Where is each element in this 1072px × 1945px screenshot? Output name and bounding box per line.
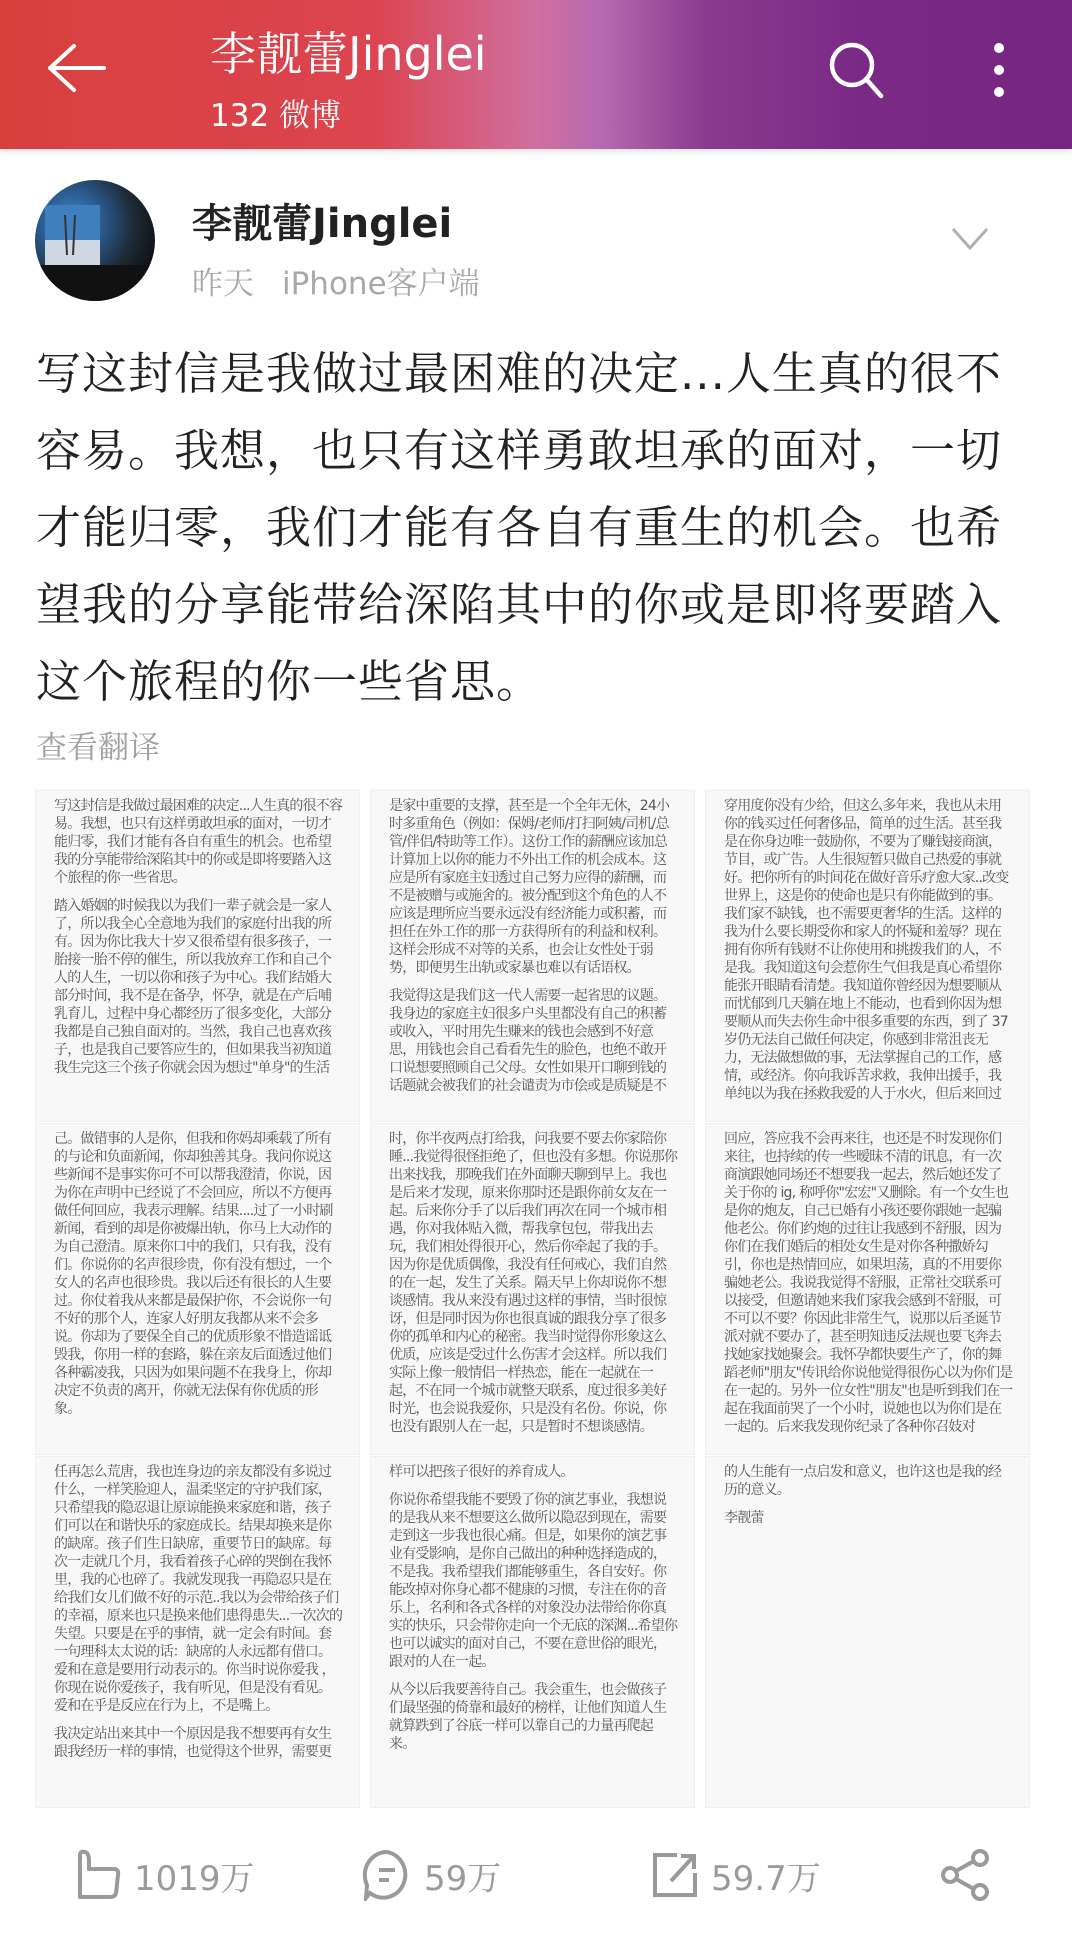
letter-image-1[interactable] [35, 790, 360, 1122]
repost-button[interactable] [651, 1835, 821, 1915]
post-source: iPhone客户端 [282, 266, 480, 302]
top-app-bar [0, 0, 1072, 149]
letter-paragraph: 穿用度你没有少给，但这么多年来，我也从未用你的钱买过任何奢侈品，简单的过生活。甚至我是在你身边唯一鼓励你，不要为了赚钱接商演，节目，或广告。人生很短暂只做自己热爱的事就好。把你所有的时间花在做好音乐疗愈大家..改变世界上，这是你的使命也是只有你能做到的事。我们家不缺钱，也不需要更奢华的生活。这样的我为什么要长期受你和家人的怀疑和羞辱？现在拥有你所有钱财不让你使用和挑拨我们的人，不是我。我知道这句会惹你生气但我是真心希望你能张开眼睛看清楚。我知道你曾经因为想要顺从而忧郁到几天躺在地上不能动，也看到你因为想要顺从而失去你生命中很多重要的东西，到了 37 岁仍无法自己做任何决定，你感到非常沮丧无力，无法做想做的事，无法掌握自己的工作，感情，或经济。你向我诉苦求救，我伸出援手，我单纯以为我在拯救我爱的人于水火，但后来回过 [724, 798, 1009, 1102]
letter-image-8[interactable] [370, 1456, 695, 1808]
letter-paragraph: 是家中重要的支撑，甚至是一个全年无休，24小时多重角色（例如：保姆/老师/打扫阿姨/司机/总管/伴侣/特助等工作）。这份工作的薪酬应该加总计算加上以你的能力不外出工作的机会成本。这应是所有家庭主妇透过自己努力应得的薪酬，而不是被赠与或施舍的。被分配到这个角色的人不应该是理所应当要永远没有经济能力或积蓄，而担任在外工作的那一方获得所有的利益和权利。这样会形成不对等的关系，也会让女性处于弱势，即便男生出轨或家暴也难以有话语权。 [389, 798, 670, 976]
like-button[interactable] [76, 1835, 255, 1915]
more-options-icon[interactable] [985, 38, 1013, 102]
repost-count: 59.7万 [711, 1858, 821, 1899]
letter-paragraph: 样可以把孩子很好的养育成人。 [389, 1464, 574, 1480]
repost-icon [651, 1851, 699, 1899]
back-arrow-icon[interactable] [44, 42, 108, 94]
search-icon[interactable] [825, 38, 889, 102]
letter-paragraph: 你说你希望我能不要毁了你的演艺事业，我想说的是我从来不想要这么做所以隐忍到现在，需要走到这一步我也很心痛。但是，如果你的演艺事业有受影响，是你自己做出的种种选择造成的，不是我。我希望我们都能够重生，各自安好。你能改掉对你身心都不健康的习惯，专注在你的音乐上，名利和各式各样的对象没办法带给你你真实的快乐，只会带你走向一个无底的深渊...希望你也可以诚实的面对自己，不要在意世俗的眼光，跟对的人在一起。 [389, 1492, 678, 1670]
letter-paragraph: 的人生能有一点启发和意义，也许这也是我的经历的意义。 [724, 1464, 1002, 1498]
letter-image-2[interactable] [370, 790, 695, 1122]
image-grid [35, 790, 1031, 1808]
letter-image-5[interactable] [370, 1123, 695, 1455]
like-count: 1019万 [134, 1858, 255, 1899]
header-title: 李靓蕾Jinglei [210, 27, 487, 81]
share-button[interactable] [940, 1835, 1004, 1915]
avatar-painting-icon [35, 180, 155, 301]
header-post-count: 132 微博 [210, 98, 342, 134]
letter-paragraph: 从今以后我要善待自己。我会重生，也会做孩子们最坚强的倚靠和最好的榜样，让他们知道人生就算跌到了谷底一样可以靠自己的力量再爬起来。 [389, 1682, 667, 1752]
post-time: 昨天 [192, 266, 254, 302]
letter-paragraph: 我决定站出来其中一个原因是我不想要再有女生跟我经历一样的事情，也觉得这个世界，需要更 [54, 1726, 332, 1760]
comment-count: 59万 [424, 1858, 502, 1899]
letter-paragraph: 写这封信是我做过最困难的决定...人生真的很不容易。我想，也只有这样勇敢坦承的面对，一切才能归零，我们才能有各自有重生的机会。也希望我的分享能带给深陷其中的你或是即将要踏入这个旅程的你一些省思。 [54, 798, 343, 886]
letter-paragraph: 任再怎么荒唐，我也连身边的亲友都没有多说过什么，一样笑脸迎人，温柔坚定的守护我们家，只希望我的隐忍退让原谅能换来家庭和谐，孩子们可以在和谐快乐的家庭成长。结果却换来是你的缺席。孩子们生日缺席，重要节日的缺席。每次一走就几个月，我看着孩子心碎的哭倒在我怀里，我的心也碎了。我就发现我一再隐忍只是在给我们女儿们做不好的示范..我以为会带给孩子们的幸福，原来也只是换来他们患得患失...一次次的失望。只要是在乎的事情，就一定会有时间。套一句理科太太说的话：缺席的人永远都有借口。爱和在意是要用行动表示的。你当时说你爱我 ，你现在说你爱孩子，我有听见，但是没有看见。爱和在乎是反应在行为上，不是嘴上。 [54, 1464, 343, 1714]
chevron-down-icon[interactable] [950, 226, 990, 252]
letter-image-4[interactable] [35, 1123, 360, 1455]
letter-image-3[interactable] [705, 790, 1030, 1122]
author-name[interactable]: 李靓蕾Jinglei [192, 201, 453, 247]
letter-image-6[interactable] [705, 1123, 1030, 1455]
post-text: 写这封信是我做过最困难的决定...人生真的很不容易。我想，也只有这样勇敢坦承的面对，一切才能归零，我们才能有各自有重生的机会。也希望我的分享能带给深陷其中的你或是即将要踏入这个旅程的你一些省思。 [36, 347, 1003, 708]
author-avatar[interactable] [35, 180, 155, 301]
letter-signature: 李靓蕾 [724, 1510, 764, 1526]
share-icon [940, 1849, 992, 1901]
letter-paragraph: 踏入婚姻的时候我以为我们一辈子就会是一家人了，所以我全心全意地为我们的家庭付出我的所有。因为你比我大十岁又很希望有很多孩子，一胎接一胎不停的催生，所以我放弃工作和自己个人的人生，一切以你和孩子为中心。我们结婚大部分时间，我不是在备孕，怀孕，就是在产后哺乳育儿，过程中身心都经历了很多变化，大部分我都是自己独自面对的。当然，我自己也喜欢孩子，也是我自己要答应生的，但如果我当初知道我生完这三个孩子你就会因为想过"单身"的生活 [54, 898, 332, 1076]
action-bar [0, 1835, 1072, 1915]
letter-image-9[interactable] [705, 1456, 1030, 1808]
letter-paragraph: 回应，答应我不会再来往，也还是不时发现你们来往，也持续的传一些暧昧不清的讯息，有一次商演跟她同场还不想要我一起去，然后她还发了关于你的 ig, 称呼你"宏宏"又删除。有一个女生也是你的炮友，自己已婚有小孩还要你跟她一起骗他老公。你们约炮的过往让我感到不舒服，因为你们在我们婚后的相处女生是对你各种撒娇勾引，你也是热情回应，如果坦荡，真的不用要你骗她老公。我说我觉得不舒服，正常社交联系可以接受，但邀请她来我们家我会感到不舒服，可不可以不要？你因此非常生气，说那以后圣诞节派对就不要办了，甚至明知违反法规也要飞奔去找她家找她聚会。我怀孕都快要生产了，你的舞蹈老师"朋友"传讯给你说他觉得很伤心以为你们是在一起的。另外一位女性"朋友"也是听到我们在一起在我面前哭了一个小时，说她也以为你们是在一起的。后来我发现你纪录了各种你召妓对 [724, 1131, 1013, 1435]
comment-icon [362, 1849, 412, 1901]
letter-image-7[interactable] [35, 1456, 360, 1808]
letter-paragraph: 我觉得这是我们这一代人需要一起省思的议题。我身边的家庭主妇很多户头里都没有自己的积蓄或收入，平时用先生赚来的钱也会感到不好意思，用钱也会自己看看先生的脸色，也绝不敢开口说想要照顾自己父母。女性如果开口聊到钱的话题就会被我们的社会谴责为市侩或是质疑是不 [389, 988, 667, 1094]
view-translation-link[interactable]: 查看翻译 [36, 730, 160, 766]
letter-paragraph: 己。做错事的人是你，但我和你妈却乘载了所有的与论和负面新闻，你却独善其身。我问你说这些新闻不是事实你可不可以帮我澄清，你说，因为你在声明中已经说了不会回应，所以不方便再做任何回应，我表示理解。结果....过了一小时刷新闻，看到的却是你被爆出轨，你马上大动作的为自己澄清。原来你口中的我们，只有我，没有们。你说你的名声很珍贵，你有没有想过，一个女人的名声也很珍贵。我以后还有很长的人生要过。你仗着我从来都是最保护你，不会说你一句不好的那个人，连家人好朋友我都从来不会多说。你却为了要保全自己的优质形象不惜造谣诋毁我，你用一样的套路，躲在亲友后面透过他们各种霸凌我，只因为如果问题不在我身上，你却决定不负责的离开，你就无法保有你优质的形象。 [54, 1131, 333, 1417]
letter-paragraph: 时，你半夜两点打给我，问我要不要去你家陪你睡...我觉得很怪拒绝了，但也没有多想。你说那你出来找我，那晚我们在外面聊天聊到早上。我也是后来才发现，原来你那时还是跟你前女友在一起。后来你分手了以后我们再次在同一个城市相遇，你对我体贴入微，帮我拿包包，带我出去玩，我们相处得很开心，然后你牵起了我的手。因为你是优质偶像，我没有任何戒心，我们自然的在一起，发生了关系。隔天早上你却说你不想谈感情。我从来没有遇过这样的事情，当时很惊讶，但是同时因为你也很真诚的跟我分享了很多你的孤单和内心的秘密。我当时觉得你形象这么优质，应该是受过什么伤害才会这样。所以我们实际上像一般情侣一样热恋，能在一起就在一起，不在同一个城市就整天联系，度过很多美好时光，也会说我爱你，只是没有名份。你说，你也没有跟别人在一起，只是暂时不想谈感情。 [389, 1131, 678, 1435]
post-meta [192, 258, 508, 303]
thumbs-up-icon [76, 1849, 122, 1901]
comment-button[interactable] [362, 1835, 501, 1915]
